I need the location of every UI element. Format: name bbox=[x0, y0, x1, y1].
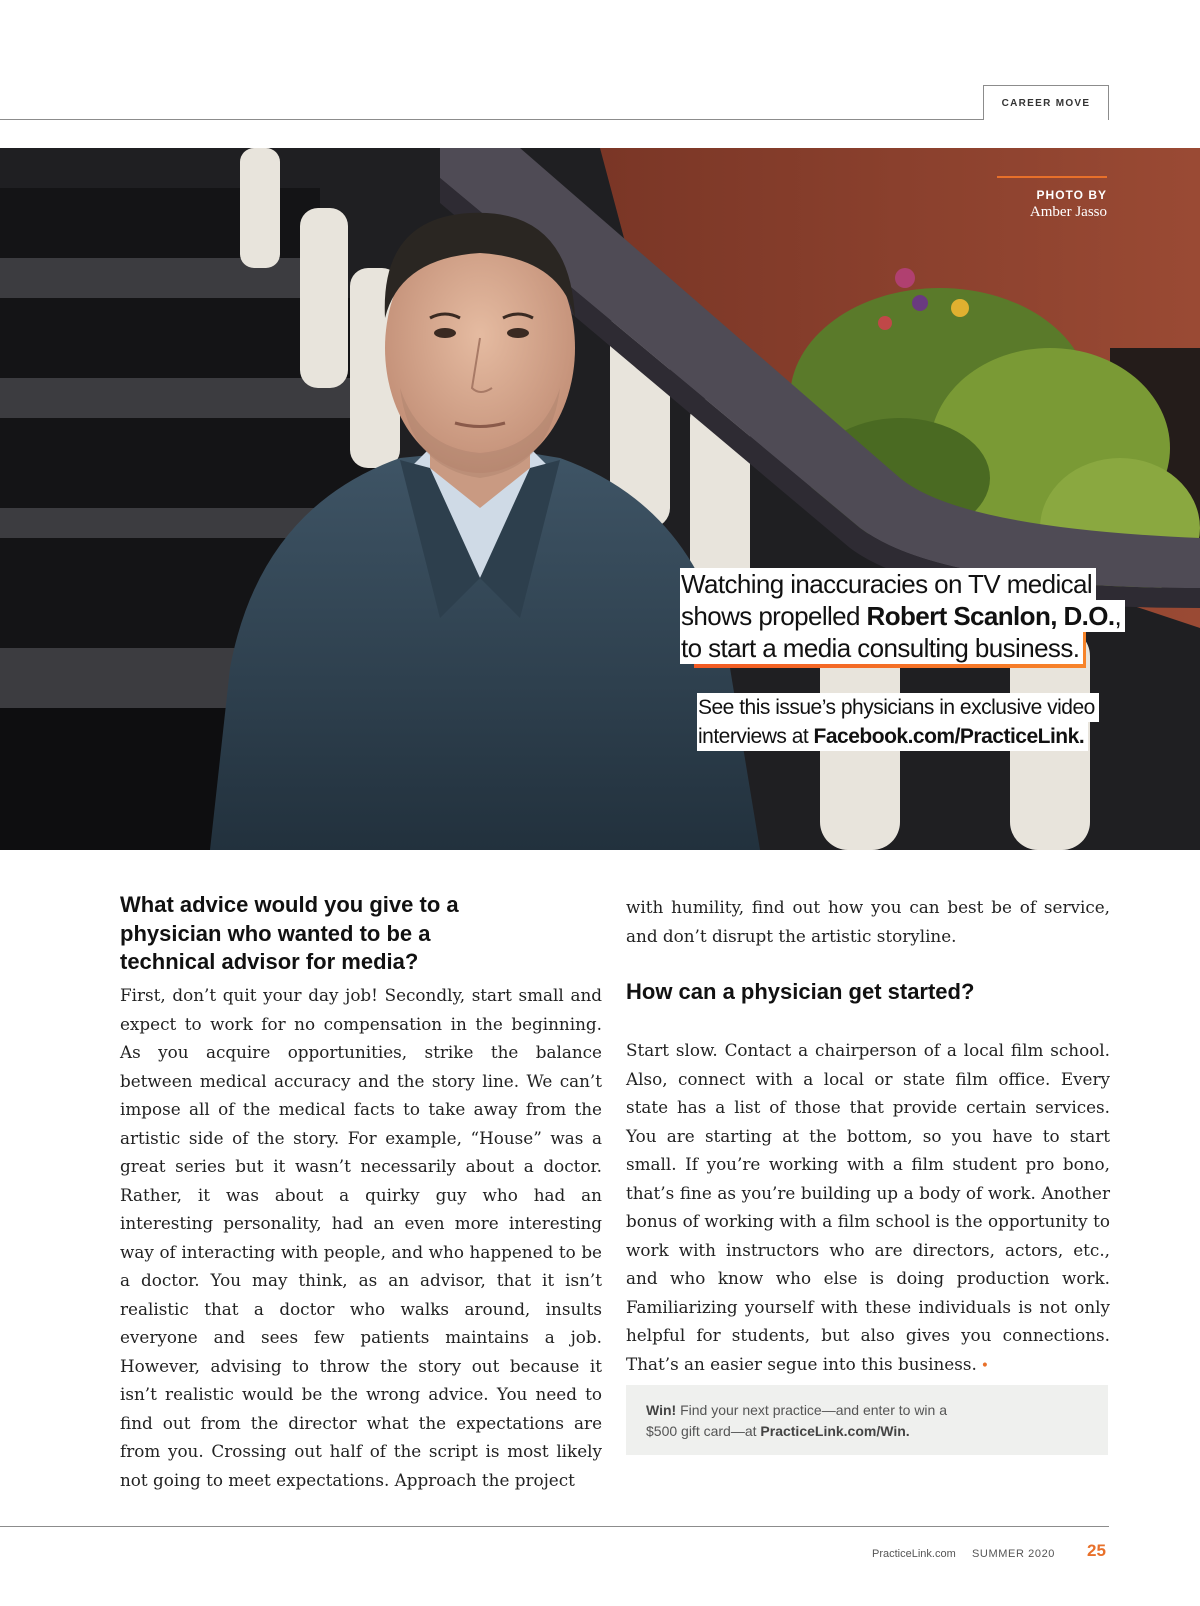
pull-quote-name: Robert Scanlon, D.O. bbox=[866, 601, 1115, 631]
question-1-heading: What advice would you give to a physician who wanted to be a technical advisor for media? bbox=[120, 892, 459, 974]
pull-quote-line-2 bbox=[680, 600, 1125, 632]
bottom-rule bbox=[0, 1526, 1109, 1527]
section-tag: CAREER MOVE bbox=[983, 85, 1109, 120]
footer-issue: SUMMER 2020 bbox=[972, 1548, 1056, 1560]
credit-rule bbox=[997, 176, 1107, 178]
answer-2-body: Start slow. Contact a chairperson of a local film school. Also, connect with a local or state film office. Every state has a list of those that provide certain services. You are starting at the bottom, so you have to start small. If you’re working with a film student pro bono, that’s fine as you’re building up a body of work. Another bonus of working with a film school is the opportunity to work with instructors who are directors, actors, etc., and who know who else is doing production work. Familiarizing yourself with these individuals is not only helpful for students, but also gives you connections. That’s an easier segue into this business. bbox=[626, 1040, 1110, 1374]
video-promo bbox=[697, 693, 1099, 751]
page-number: 25 bbox=[1087, 1541, 1106, 1560]
win-label: Win! bbox=[646, 1402, 677, 1418]
pull-quote-line-2-post: , bbox=[1114, 601, 1122, 631]
question-2-heading: How can a physician get started? bbox=[626, 979, 975, 1004]
promo-line-2 bbox=[697, 722, 1088, 751]
win-text-1: Find your next practice—and enter to win a bbox=[676, 1402, 948, 1418]
photo-credit-name: Amber Jasso bbox=[1029, 204, 1107, 220]
photo-credit bbox=[997, 176, 1107, 221]
hero-photo bbox=[0, 148, 1200, 850]
win-link[interactable]: PracticeLink.com/Win. bbox=[760, 1423, 910, 1439]
top-rule bbox=[0, 119, 1109, 120]
answer-1-text: First, don’t quit your day job! Secondly, start small and expect to work for no compensation in the beginning. As you acquire opportunities, strike the balance between medical accuracy and the story line. We can’t impose all of the medical facts to take away from the artistic side of the story. For example, “House” was a great series but it wasn’t necessarily about a doctor. Rather, it was about a quirky guy who had an interesting personality, had an even more interesting way of interacting with people, and who happened to be a doctor. You may think, as an advisor, that it isn’t realistic that a doctor who walks around, insults everyone and sees few patients maintains a job. However, advising to throw the story out because it isn’t realistic would be the wrong advice. You need to find out from the director what the expectations are from you. Crossing out half of the script is most likely not going to meet expectations. Approach the project bbox=[120, 985, 602, 1490]
win-promo-box bbox=[626, 1385, 1108, 1455]
answer-1-continued: with humility, find out how you can best be of service, and don’t disrupt the artistic storyline. bbox=[626, 897, 1110, 946]
footer-site: PracticeLink.com bbox=[872, 1548, 956, 1560]
promo-link[interactable]: Facebook.com/PracticeLink. bbox=[813, 725, 1085, 748]
pull-quote bbox=[680, 568, 1125, 664]
end-mark: • bbox=[980, 1357, 990, 1374]
promo-line-2-pre: interviews at bbox=[698, 725, 814, 748]
pull-quote-line-2-pre: shows propelled bbox=[681, 601, 867, 631]
photo-credit-label: PHOTO BY bbox=[1036, 188, 1107, 202]
pull-quote-line-1: Watching inaccuracies on TV medical bbox=[680, 568, 1096, 600]
win-text-2: $500 gift card—at bbox=[646, 1423, 761, 1439]
promo-line-1: See this issue’s physicians in exclusive video bbox=[697, 693, 1099, 722]
pull-quote-line-3: to start a media consulting business. bbox=[680, 632, 1083, 664]
answer-2-text bbox=[626, 1036, 1110, 1380]
